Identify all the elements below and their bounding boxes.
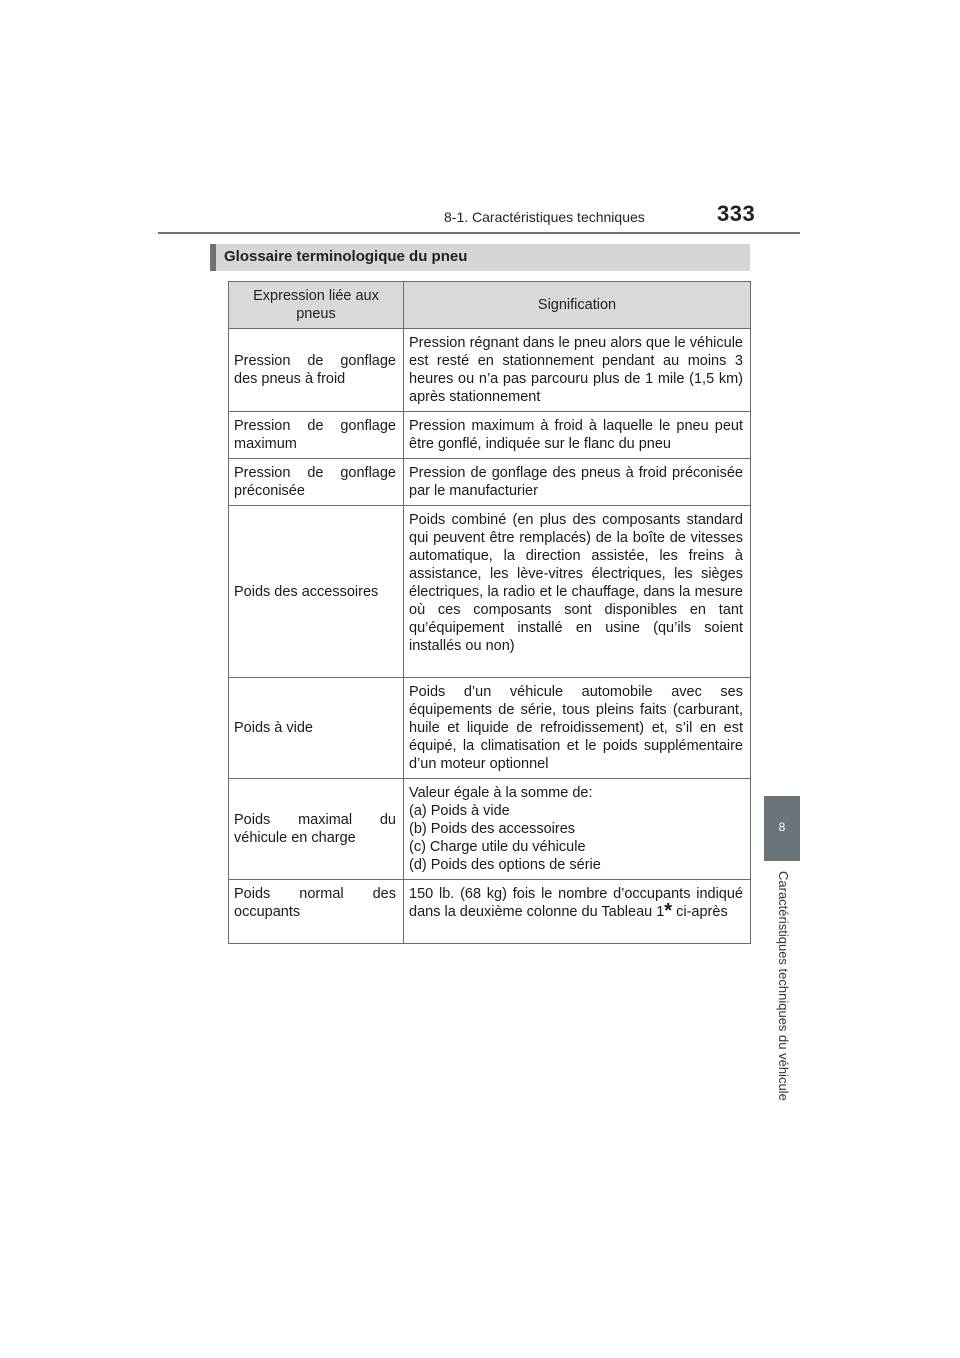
table-row [229,880,751,944]
section-heading-accent [210,244,216,271]
term-cell: Poids normal des occupants [229,880,404,944]
definition-line: Valeur égale à la somme de: [409,785,593,801]
term-cell: Pression de gonflage des pneus à froid [229,329,404,412]
definition-cell: Poids d’un véhicule automobile avec ses équipements de série, tous pleins faits (carburant, huile et liquide de refroidissement) et, s’il en est équipé, la climatisation et le poids supplémentaire d’un moteur optionnel [404,678,751,779]
definition-line: (c) Charge utile du véhicule [409,839,586,855]
term-cell: Poids maximal du véhicule en charge [229,779,404,880]
definition-text-suffix: ci-après [672,904,728,920]
definition-line: (d) Poids des options de série [409,857,601,873]
definition-cell: Pression régnant dans le pneu alors que le véhicule est resté en stationnement pendant au moins 3 heures ou n’a pas parcouru plus de 1 mile (1,5 km) après stationnement [404,329,751,412]
tire-glossary-table [228,281,751,944]
term-cell: Poids des accessoires [229,506,404,678]
table-row [229,412,751,459]
definition-line: (b) Poids des accessoires [409,821,576,837]
definition-cell [404,880,751,944]
table-row [229,506,751,678]
column-header-meaning: Signification [404,282,751,329]
table-row [229,329,751,412]
page-number: 333 [717,201,756,226]
definition-cell [404,779,751,880]
definition-cell: Poids combiné (en plus des composants standard qui peuvent être remplacés) de la boîte de vitesses automatique, la direction assistée, les freins à assistance, les lève-vitres électriques, les sièges électriques, la radio et le chauffage, dans la mesure où ces composants sont disponibles en tant qu’équipement installé en usine (qu’ils soient installés ou non) [404,506,751,678]
section-heading-bar [210,244,750,271]
header-section-title: 8-1. Caractéristiques techniques [444,209,645,225]
definition-cell: Pression de gonflage des pneus à froid préconisée par le manufacturier [404,459,751,506]
definition-line: (a) Poids à vide [409,803,510,819]
term-cell: Pression de gonflage préconisée [229,459,404,506]
table-row [229,459,751,506]
asterisk-footnote-mark: * [664,900,673,922]
table-row [229,779,751,880]
term-cell: Poids à vide [229,678,404,779]
definition-text: 150 lb. (68 kg) fois le nombre d’occupants indiqué dans la deuxième colonne du Tableau 1 [409,886,743,920]
chapter-tab [764,796,800,861]
definition-cell: Pression maximum à froid à laquelle le pneu peut être gonflé, indiquée sur le flanc du pneu [404,412,751,459]
table-header-row [229,282,751,329]
column-header-term: Expression liée aux pneus [229,282,404,329]
section-heading-title: Glossaire terminologique du pneu [224,248,468,265]
chapter-side-label: Caractéristiques techniques du véhicule [776,871,791,1101]
table-row [229,678,751,779]
header-divider [158,232,800,234]
term-cell: Pression de gonflage maximum [229,412,404,459]
chapter-tab-number: 8 [778,820,786,834]
